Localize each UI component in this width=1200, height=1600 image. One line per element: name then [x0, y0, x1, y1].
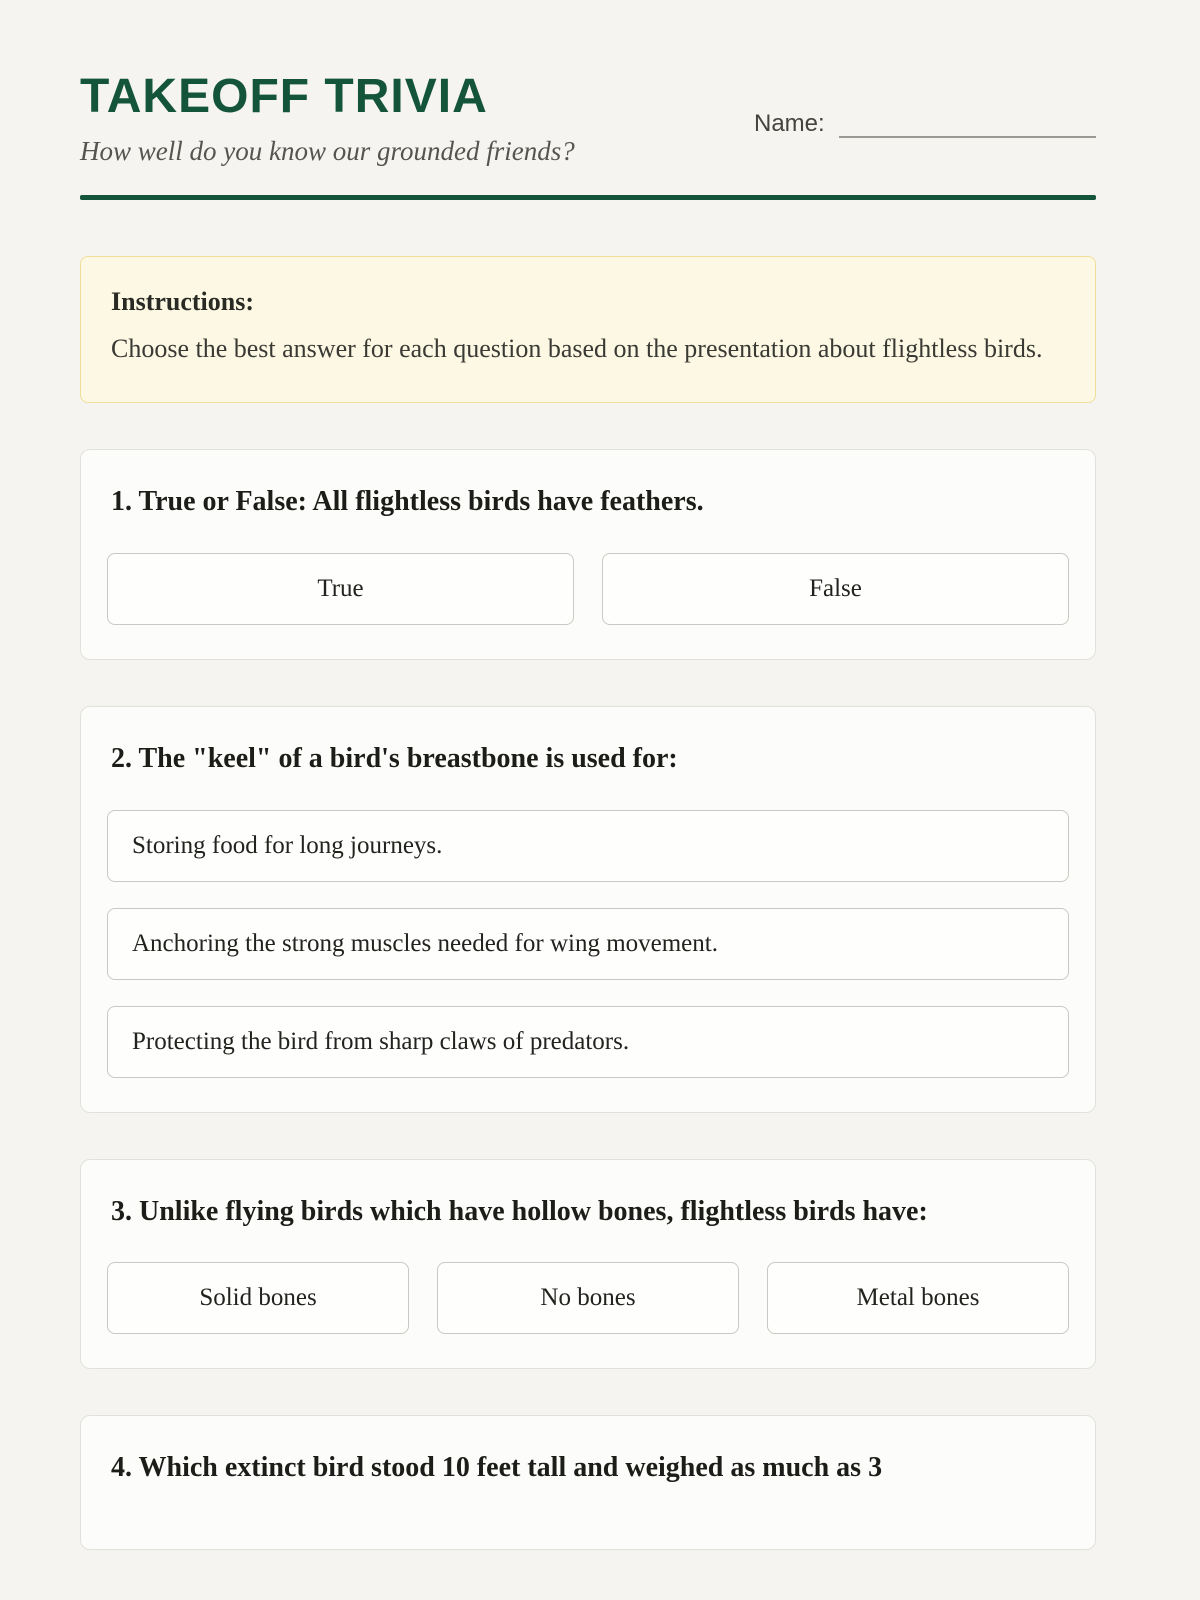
question-card-4: [80, 1415, 1096, 1550]
page-title: TAKEOFF TRIVIA: [80, 70, 488, 123]
question-3-option-b[interactable]: No bones: [437, 1262, 739, 1334]
question-2-options: [107, 810, 1069, 1078]
question-2-option-b[interactable]: Anchoring the strong muscles needed for wing movement.: [107, 908, 1069, 980]
header: [80, 0, 1096, 167]
instructions-box: [80, 256, 1096, 403]
question-card-2: [80, 706, 1096, 1113]
question-1-text: 1. True or False: All flightless birds have feathers.: [111, 486, 704, 518]
header-left: [80, 72, 575, 167]
header-divider: [80, 195, 1096, 200]
question-3-option-c[interactable]: Metal bones: [767, 1262, 1069, 1334]
question-card-1: [80, 449, 1096, 660]
question-1-option-true[interactable]: True: [107, 553, 574, 625]
question-3-text: 3. Unlike flying birds which have hollow bones, flightless birds have:: [111, 1195, 928, 1227]
question-3-option-a[interactable]: Solid bones: [107, 1262, 409, 1334]
instructions-label: Instructions:: [111, 287, 255, 317]
question-3-options: [107, 1262, 1069, 1334]
question-2-option-a[interactable]: Storing food for long journeys.: [107, 810, 1069, 882]
name-input-line[interactable]: [839, 112, 1096, 138]
name-label: Name:: [754, 110, 825, 137]
question-2-text: 2. The "keel" of a bird's breastbone is used for:: [111, 742, 678, 774]
page-subtitle: How well do you know our grounded friends?: [80, 136, 575, 167]
question-1-options: [107, 553, 1069, 625]
instructions-text: Choose the best answer for each question based on the presentation about flightless birds.: [111, 334, 1043, 364]
question-card-3: [80, 1159, 1096, 1370]
question-2-option-c[interactable]: Protecting the bird from sharp claws of predators.: [107, 1006, 1069, 1078]
question-4-text: 4. Which extinct bird stood 10 feet tall and weighed as much as 3: [111, 1452, 883, 1484]
name-row: [754, 110, 1096, 138]
question-1-option-false[interactable]: False: [602, 553, 1069, 625]
